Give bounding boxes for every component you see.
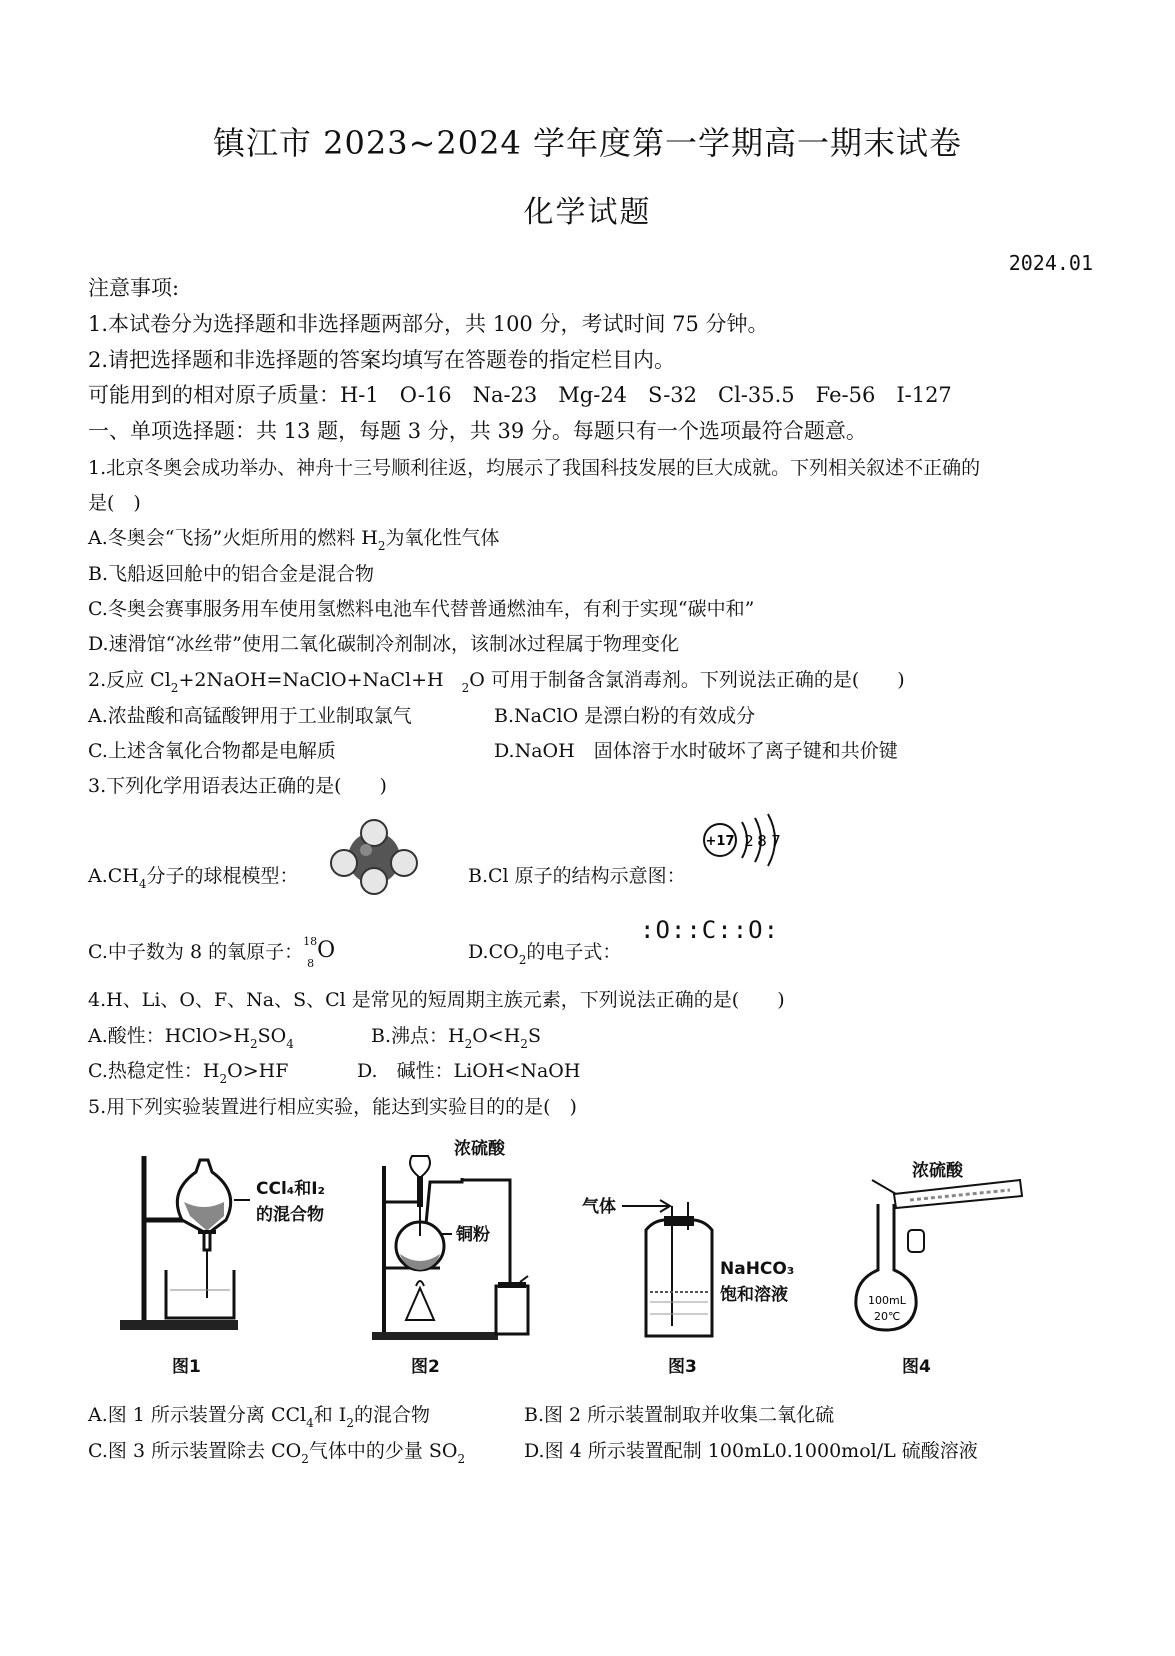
- atomic-masses: 可能用到的相对原子质量：H-1 O-16 Na-23 Mg-24 S-32 Cl-35.5 Fe-56 I-127: [88, 383, 952, 407]
- fig2-label-copper: 铜粉: [456, 1225, 490, 1245]
- q3-stem: 3.下列化学用语表达正确的是( ): [88, 775, 387, 797]
- q1-stem-line2: 是( ): [88, 492, 141, 514]
- exam-subtitle: 化学试题: [523, 195, 652, 230]
- figure-2-label: 图2: [411, 1357, 440, 1377]
- q4-stem: 4.H、Li、O、F、Na、S、Cl 是常见的短周期主族元素，下列说法正确的是( ): [88, 989, 785, 1011]
- figure-3-label: 图3: [668, 1357, 697, 1377]
- q3-option-d: $D.CO_2$的电子式：: [468, 941, 622, 967]
- q5-option-c: C.图 3 所示装置除去 $CO_2$气体中的少量 $SO_2$: [88, 1440, 466, 1466]
- q5-option-a: A.图 1 所示装置分离 CCl$_4$和 $I_2$的混合物: [88, 1404, 430, 1430]
- figure-1-label: 图1: [172, 1357, 201, 1377]
- q1-option-a: A.冬奥会“飞扬”火炬所用的燃料 $H_2$为氧化性气体: [88, 527, 500, 553]
- fig1-label-mixture-1: CCl₄和I₂: [256, 1179, 325, 1199]
- note-item-2: 2.请把选择题和非选择题的答案均填写在答题卷的指定栏目内。: [88, 348, 676, 372]
- q3-option-b: B.Cl 原子的结构示意图：: [468, 865, 686, 887]
- fig4-label-volume: 100mL: [868, 1294, 906, 1307]
- section-heading: 一、单项选择题：共 13 题，每题 3 分，共 39 分。每题只有一个选项最符合题意。: [88, 419, 867, 443]
- q5-option-d: D.图 4 所示装置配制 100mL0.1000mol/L 硫酸溶液: [524, 1440, 978, 1462]
- q4-option-a: A.酸性：$HClO>H_2SO_4$: [88, 1025, 294, 1051]
- figure-4-volumetric-flask: [850, 1150, 1060, 1340]
- fig2-label-acid: 浓硫酸: [454, 1139, 505, 1159]
- cl-shell-2: 8: [757, 832, 767, 850]
- fig3-label-gas: 气体: [582, 1197, 616, 1217]
- q2-option-a: A.浓盐酸和高锰酸钾用于工业制取氯气: [88, 705, 412, 727]
- fig3-label-solution: 饱和溶液: [720, 1285, 788, 1305]
- cl-shell-3: 7: [771, 832, 781, 850]
- fig1-label-mixture-2: 的混合物: [256, 1205, 324, 1225]
- q3-option-c: C.中子数为 8 的氧原子： 18 8 O: [88, 935, 336, 970]
- q2-stem: 2.反应 $Cl_2+2NaOH=NaClO+NaCl+H$ $_2$O 可用于制备含氯消毒剂。下列说法正确的是( ): [88, 669, 905, 695]
- figure-2-so2-generation-apparatus: [370, 1136, 570, 1346]
- q3-option-a: $A.CH_4$分子的球棍模型：: [88, 865, 299, 891]
- q2-option-b: B.NaClO 是漂白粉的有效成分: [494, 705, 756, 727]
- note-item-1: 1.本试卷分为选择题和非选择题两部分，共 100 分，考试时间 75 分钟。: [88, 312, 769, 336]
- q1-stem-line1: 1.北京冬奥会成功举办、神舟十三号顺利往返，均展示了我国科技发展的巨大成就。下列相关叙述不正确的: [88, 457, 981, 479]
- oxygen-nuclide-symbol: 18 8 O: [303, 935, 336, 970]
- q2-option-c: C.上述含氧化合物都是电解质: [88, 740, 336, 762]
- q5-stem: 5.用下列实验装置进行相应实验，能达到实验目的的是( ): [88, 1096, 577, 1118]
- q4-option-b: B.沸点：$H_2O<H_2S$: [371, 1025, 541, 1051]
- q4-option-d: D. 碱性：LiOH<NaOH: [357, 1060, 581, 1082]
- notes-heading: 注意事项:: [88, 276, 180, 300]
- fig3-label-nahco3: NaHCO₃: [720, 1259, 795, 1279]
- q4-option-c: C.热稳定性：$H_2O>HF$: [88, 1060, 289, 1086]
- cl-nucleus-charge: +17: [705, 834, 735, 849]
- q2-option-d: D.NaOH 固体溶于水时破坏了离子键和共价键: [494, 740, 898, 762]
- fig4-label-temp: 20℃: [874, 1310, 901, 1323]
- q1-option-d: D.速滑馆“冰丝带”使用二氧化碳制冷剂制冰，该制冰过程属于物理变化: [88, 633, 680, 655]
- q5-option-b: B.图 2 所示装置制取并收集二氧化硫: [524, 1404, 835, 1426]
- figure-4-label: 图4: [902, 1357, 931, 1377]
- cl-atomic-structure-diagram: [698, 810, 790, 870]
- co2-electron-formula: :O::C::O:: [640, 916, 780, 944]
- cl-shell-1: 2: [744, 832, 754, 850]
- ch4-ball-stick-model: [318, 818, 430, 896]
- fig4-label-acid: 浓硫酸: [912, 1161, 963, 1181]
- exam-date: 2024.01: [1008, 251, 1093, 275]
- figure-1-separatory-funnel: [118, 1150, 368, 1340]
- figure-3-gas-washing-bottle: [580, 1186, 820, 1346]
- q1-option-c: C.冬奥会赛事服务用车使用氢燃料电池车代替普通燃油车，有利于实现“碳中和”: [88, 598, 755, 620]
- exam-title: 镇江市 2023~2024 学年度第一学期高一期末试卷: [212, 124, 963, 162]
- q1-option-b: B.飞船返回舱中的铝合金是混合物: [88, 563, 375, 585]
